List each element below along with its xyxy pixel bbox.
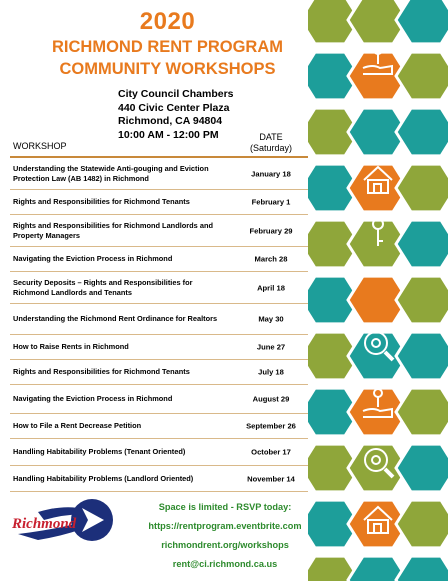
table-row [10,360,308,385]
workshop-table [10,128,308,492]
workshop-date: September 26 [246,421,296,431]
column-header-date [234,132,308,154]
workshop-title: Handling Habitability Problems (Landlord Oriented) [13,473,194,483]
table-row [10,466,308,492]
workshop-date: April 18 [257,283,285,292]
logo-text: Richmond [12,516,77,532]
hex-cell [396,276,448,324]
table-header [10,128,308,158]
website-link[interactable]: richmondrent.org/workshops [161,540,289,550]
table-row [10,335,308,360]
table-row [10,247,308,272]
workshop-date: February 29 [249,226,293,235]
table-row [10,272,308,304]
table-row [10,414,308,439]
venue-address: 440 Civic Center Plaza [118,101,230,114]
workshop-title: Navigating the Eviction Process in Richmond [13,394,173,403]
workshop-date: March 28 [254,254,288,264]
workshop-title: Navigating the Eviction Process in Richmond [13,254,173,263]
table-row [10,385,308,414]
hex-cell [396,52,448,100]
hex-cell [396,444,448,492]
workshop-title: Understanding the Statewide Anti-gouging and Eviction Protection Law (AB 1482) in Richmond [13,163,209,183]
column-header-date-line1: DATE [259,132,283,142]
year-heading: 2020 [139,8,196,35]
workshop-title: Rights and Responsibilities for Richmond Tenants [13,367,190,376]
venue-name: City Council Chambers [118,88,234,100]
workshop-title: Handling Habitability Problems (Tenant Oriented) [13,447,186,456]
hex-cell [396,220,448,268]
venue-time: 10:00 AM - 12:00 PM [118,128,219,141]
honeycomb-decoration [308,0,448,581]
hex-cell [396,500,448,548]
workshop-title: Rights and Responsibilities for Richmond Landlords and Property Managers [13,220,213,240]
workshop-title: Security Deposits – Rights and Responsibilities for Richmond Landlords and Tenants [13,277,193,297]
workshop-date: June 27 [256,342,286,352]
hex-cell [396,556,448,581]
eventbrite-link[interactable]: https://rentprogram.eventbrite.com [148,521,302,531]
richmond-logo [8,498,116,544]
table-body [10,158,308,492]
workshop-date: July 18 [258,367,284,377]
title-line-2: COMMUNITY WORKSHOPS [59,60,276,78]
hex-cell [396,332,448,380]
hex-cell [396,164,448,212]
column-header-workshop: WORKSHOP [13,141,67,151]
workshop-date: January 18 [251,169,291,178]
workshop-title: Understanding the Richmond Rent Ordinance for Realtors [13,314,218,323]
workshop-date: November 14 [247,474,295,483]
table-row [10,158,308,190]
table-row [10,304,308,335]
workshop-title: Rights and Responsibilities for Richmond Tenants [13,197,190,206]
workshop-date: October 17 [251,447,291,457]
rsvp-notice: Space is limited - RSVP today: [158,502,292,512]
table-row [10,439,308,466]
table-row [10,190,308,215]
workshop-title: How to File a Rent Decrease Petition [13,421,142,430]
workshop-date: February 1 [251,197,291,207]
hex-cell [396,108,448,156]
workshop-date: May 30 [258,314,284,324]
table-row [10,215,308,247]
hex-cell [396,388,448,436]
workshop-date: August 29 [252,394,290,404]
email-link[interactable]: rent@ci.richmond.ca.us [172,559,278,569]
hex-cell [396,0,448,44]
column-header-date-line2: (Saturday) [249,143,293,153]
title-line-1: RICHMOND RENT PROGRAM [52,38,283,56]
workshop-title: How to Raise Rents in Richmond [13,342,129,351]
venue-city: Richmond, CA 94804 [118,115,223,127]
